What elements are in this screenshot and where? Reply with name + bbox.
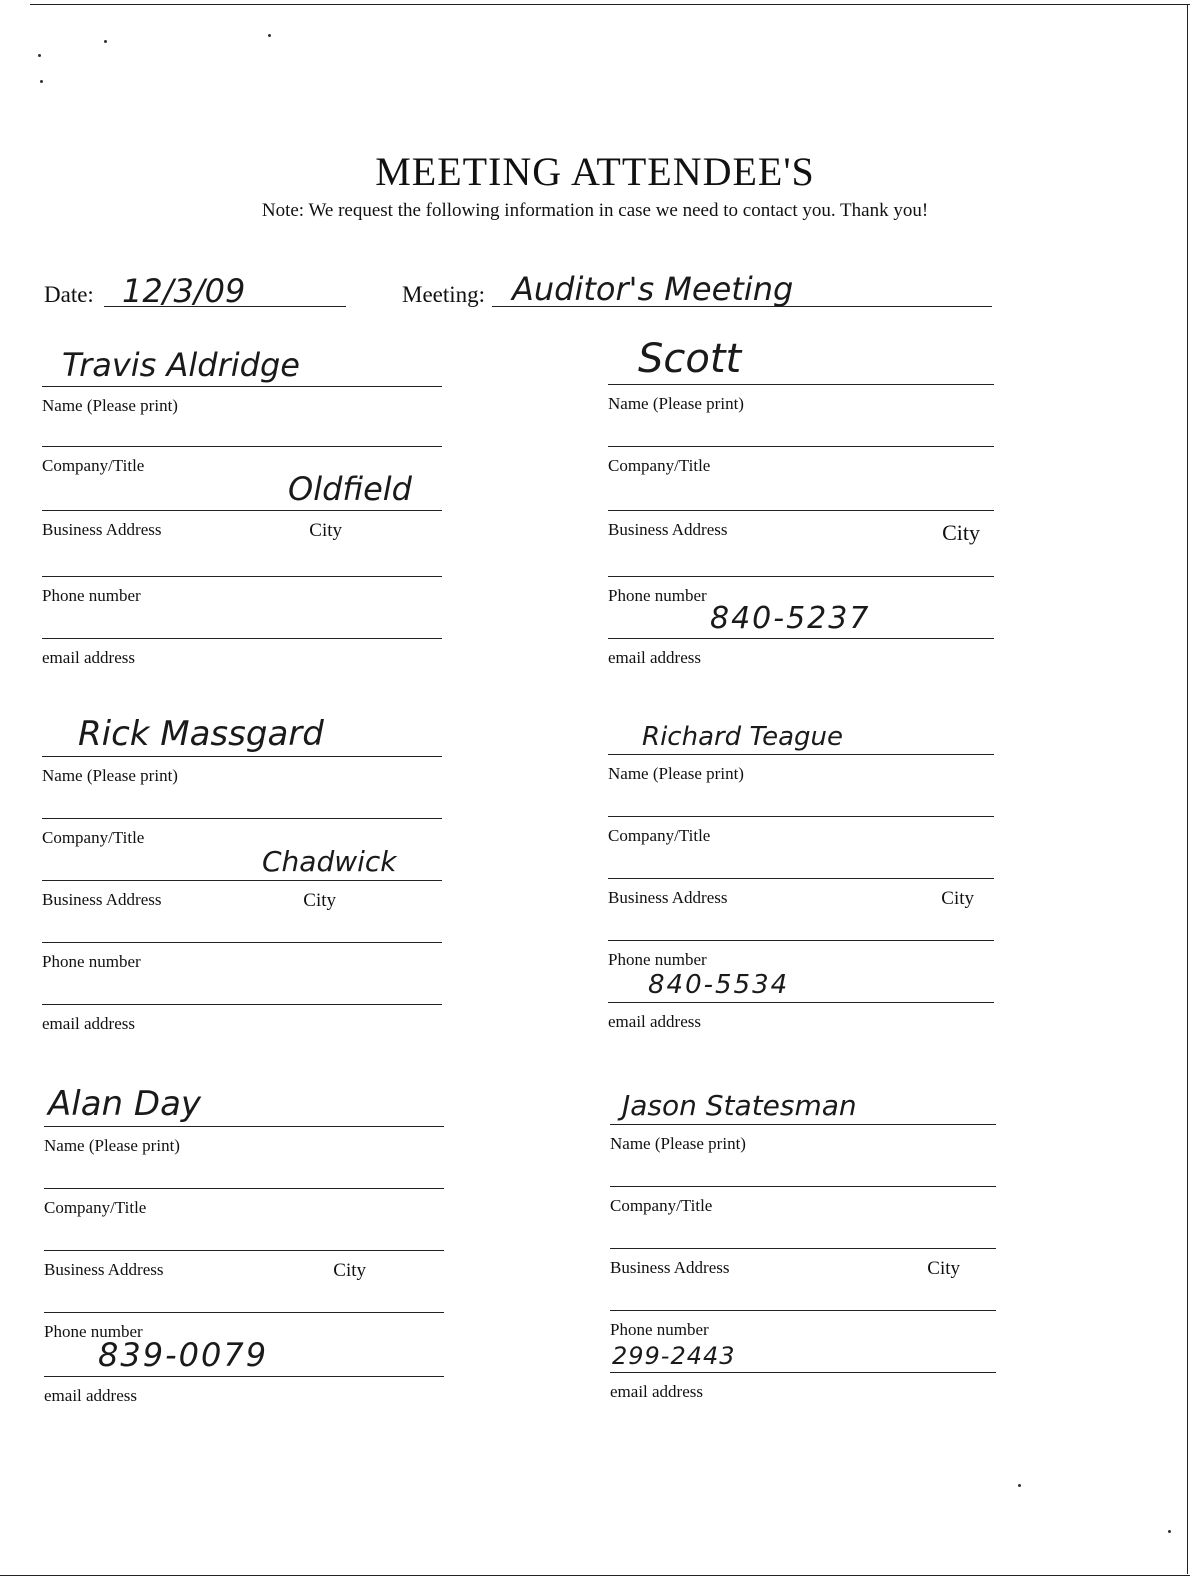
address-label: Business Address — [608, 520, 728, 539]
phone-label: Phone number — [44, 1322, 143, 1341]
phone-line — [608, 940, 994, 941]
phone-label: Phone number — [42, 952, 141, 971]
email-line — [44, 1376, 444, 1377]
address-label: Business Address — [608, 888, 728, 907]
address-label: Business Address — [44, 1260, 164, 1279]
scan-speck — [268, 34, 271, 37]
name-label: Name (Please print) — [608, 394, 744, 413]
scan-speck — [38, 54, 41, 57]
company-line — [608, 446, 994, 447]
email-label: email address — [608, 648, 701, 667]
date-value: 12/3/09 — [122, 272, 246, 310]
email-line — [42, 1004, 442, 1005]
meeting-value: Auditor's Meeting — [512, 270, 794, 308]
email-label: email address — [44, 1386, 137, 1405]
company-line — [42, 818, 442, 819]
phone-value: 840-5534 — [648, 970, 790, 1000]
company-line — [42, 446, 442, 447]
name-line — [42, 386, 442, 387]
phone-value: 840-5237 — [710, 601, 871, 636]
page-border-bottom — [0, 1575, 1190, 1576]
name-line — [608, 754, 994, 755]
phone-value: 839-0079 — [98, 1336, 269, 1374]
name-label: Name (Please print) — [44, 1136, 180, 1155]
phone-line — [608, 576, 994, 577]
name-label: Name (Please print) — [42, 766, 178, 785]
city-label: City — [333, 1260, 366, 1281]
company-line — [608, 816, 994, 817]
phone-line — [44, 1312, 444, 1313]
email-label: email address — [42, 648, 135, 667]
phone-line — [42, 942, 442, 943]
address-line — [42, 510, 442, 511]
name-line — [608, 384, 994, 385]
name-line — [42, 756, 442, 757]
company-label: Company/Title — [42, 828, 145, 847]
company-label: Company/Title — [608, 826, 711, 845]
email-label: email address — [610, 1382, 703, 1401]
email-line — [42, 638, 442, 639]
city-label: City — [927, 1258, 960, 1279]
page-border-top — [30, 4, 1190, 5]
scan-speck — [104, 40, 107, 43]
company-label: Company/Title — [44, 1198, 147, 1217]
meeting-label: Meeting: — [402, 282, 486, 307]
name-value: Rick Massgard — [78, 714, 324, 754]
company-line — [610, 1186, 996, 1187]
phone-label: Phone number — [610, 1320, 709, 1339]
city-value: Chadwick — [262, 845, 397, 878]
phone-label: Phone number — [608, 586, 707, 605]
email-label: email address — [608, 1012, 701, 1031]
page-title: MEETING ATTENDEE'S — [375, 149, 815, 194]
address-line — [608, 510, 994, 511]
company-label: Company/Title — [608, 456, 711, 475]
phone-line — [42, 576, 442, 577]
city-value: Oldfield — [288, 470, 412, 508]
address-line — [610, 1248, 996, 1249]
address-line — [608, 878, 994, 879]
city-label: City — [309, 520, 342, 541]
name-value: Alan Day — [48, 1084, 202, 1124]
contact-note: Note: We request the following information in case we need to contact you. Thank you! — [261, 200, 929, 221]
company-label: Company/Title — [42, 456, 145, 475]
name-value: Richard Teague — [642, 722, 844, 752]
scan-speck — [1018, 1484, 1021, 1487]
address-line — [42, 880, 442, 881]
name-label: Name (Please print) — [42, 396, 178, 415]
email-line — [608, 1002, 994, 1003]
phone-label: Phone number — [608, 950, 707, 969]
name-label: Name (Please print) — [610, 1134, 746, 1153]
email-label: email address — [42, 1014, 135, 1033]
email-line — [610, 1372, 996, 1373]
address-label: Business Address — [610, 1258, 730, 1277]
phone-label: Phone number — [42, 586, 141, 605]
city-label: City — [941, 888, 974, 909]
phone-line — [610, 1310, 996, 1311]
name-line — [44, 1126, 444, 1127]
scan-speck — [1168, 1530, 1171, 1533]
name-value: Travis Aldridge — [62, 346, 300, 384]
name-label: Name (Please print) — [608, 764, 744, 783]
name-line — [610, 1124, 996, 1125]
address-line — [44, 1250, 444, 1251]
name-value: Scott — [638, 336, 742, 382]
address-label: Business Address — [42, 520, 162, 539]
email-line — [608, 638, 994, 639]
address-label: Business Address — [42, 890, 162, 909]
city-label: City — [942, 520, 980, 545]
scan-speck — [40, 80, 43, 83]
phone-value: 299-2443 — [612, 1342, 736, 1370]
name-value: Jason Statesman — [622, 1089, 857, 1122]
company-label: Company/Title — [610, 1196, 713, 1215]
date-label: Date: — [44, 282, 94, 307]
company-line — [44, 1188, 444, 1189]
page-border-right — [1187, 4, 1188, 1574]
city-label: City — [303, 890, 336, 911]
